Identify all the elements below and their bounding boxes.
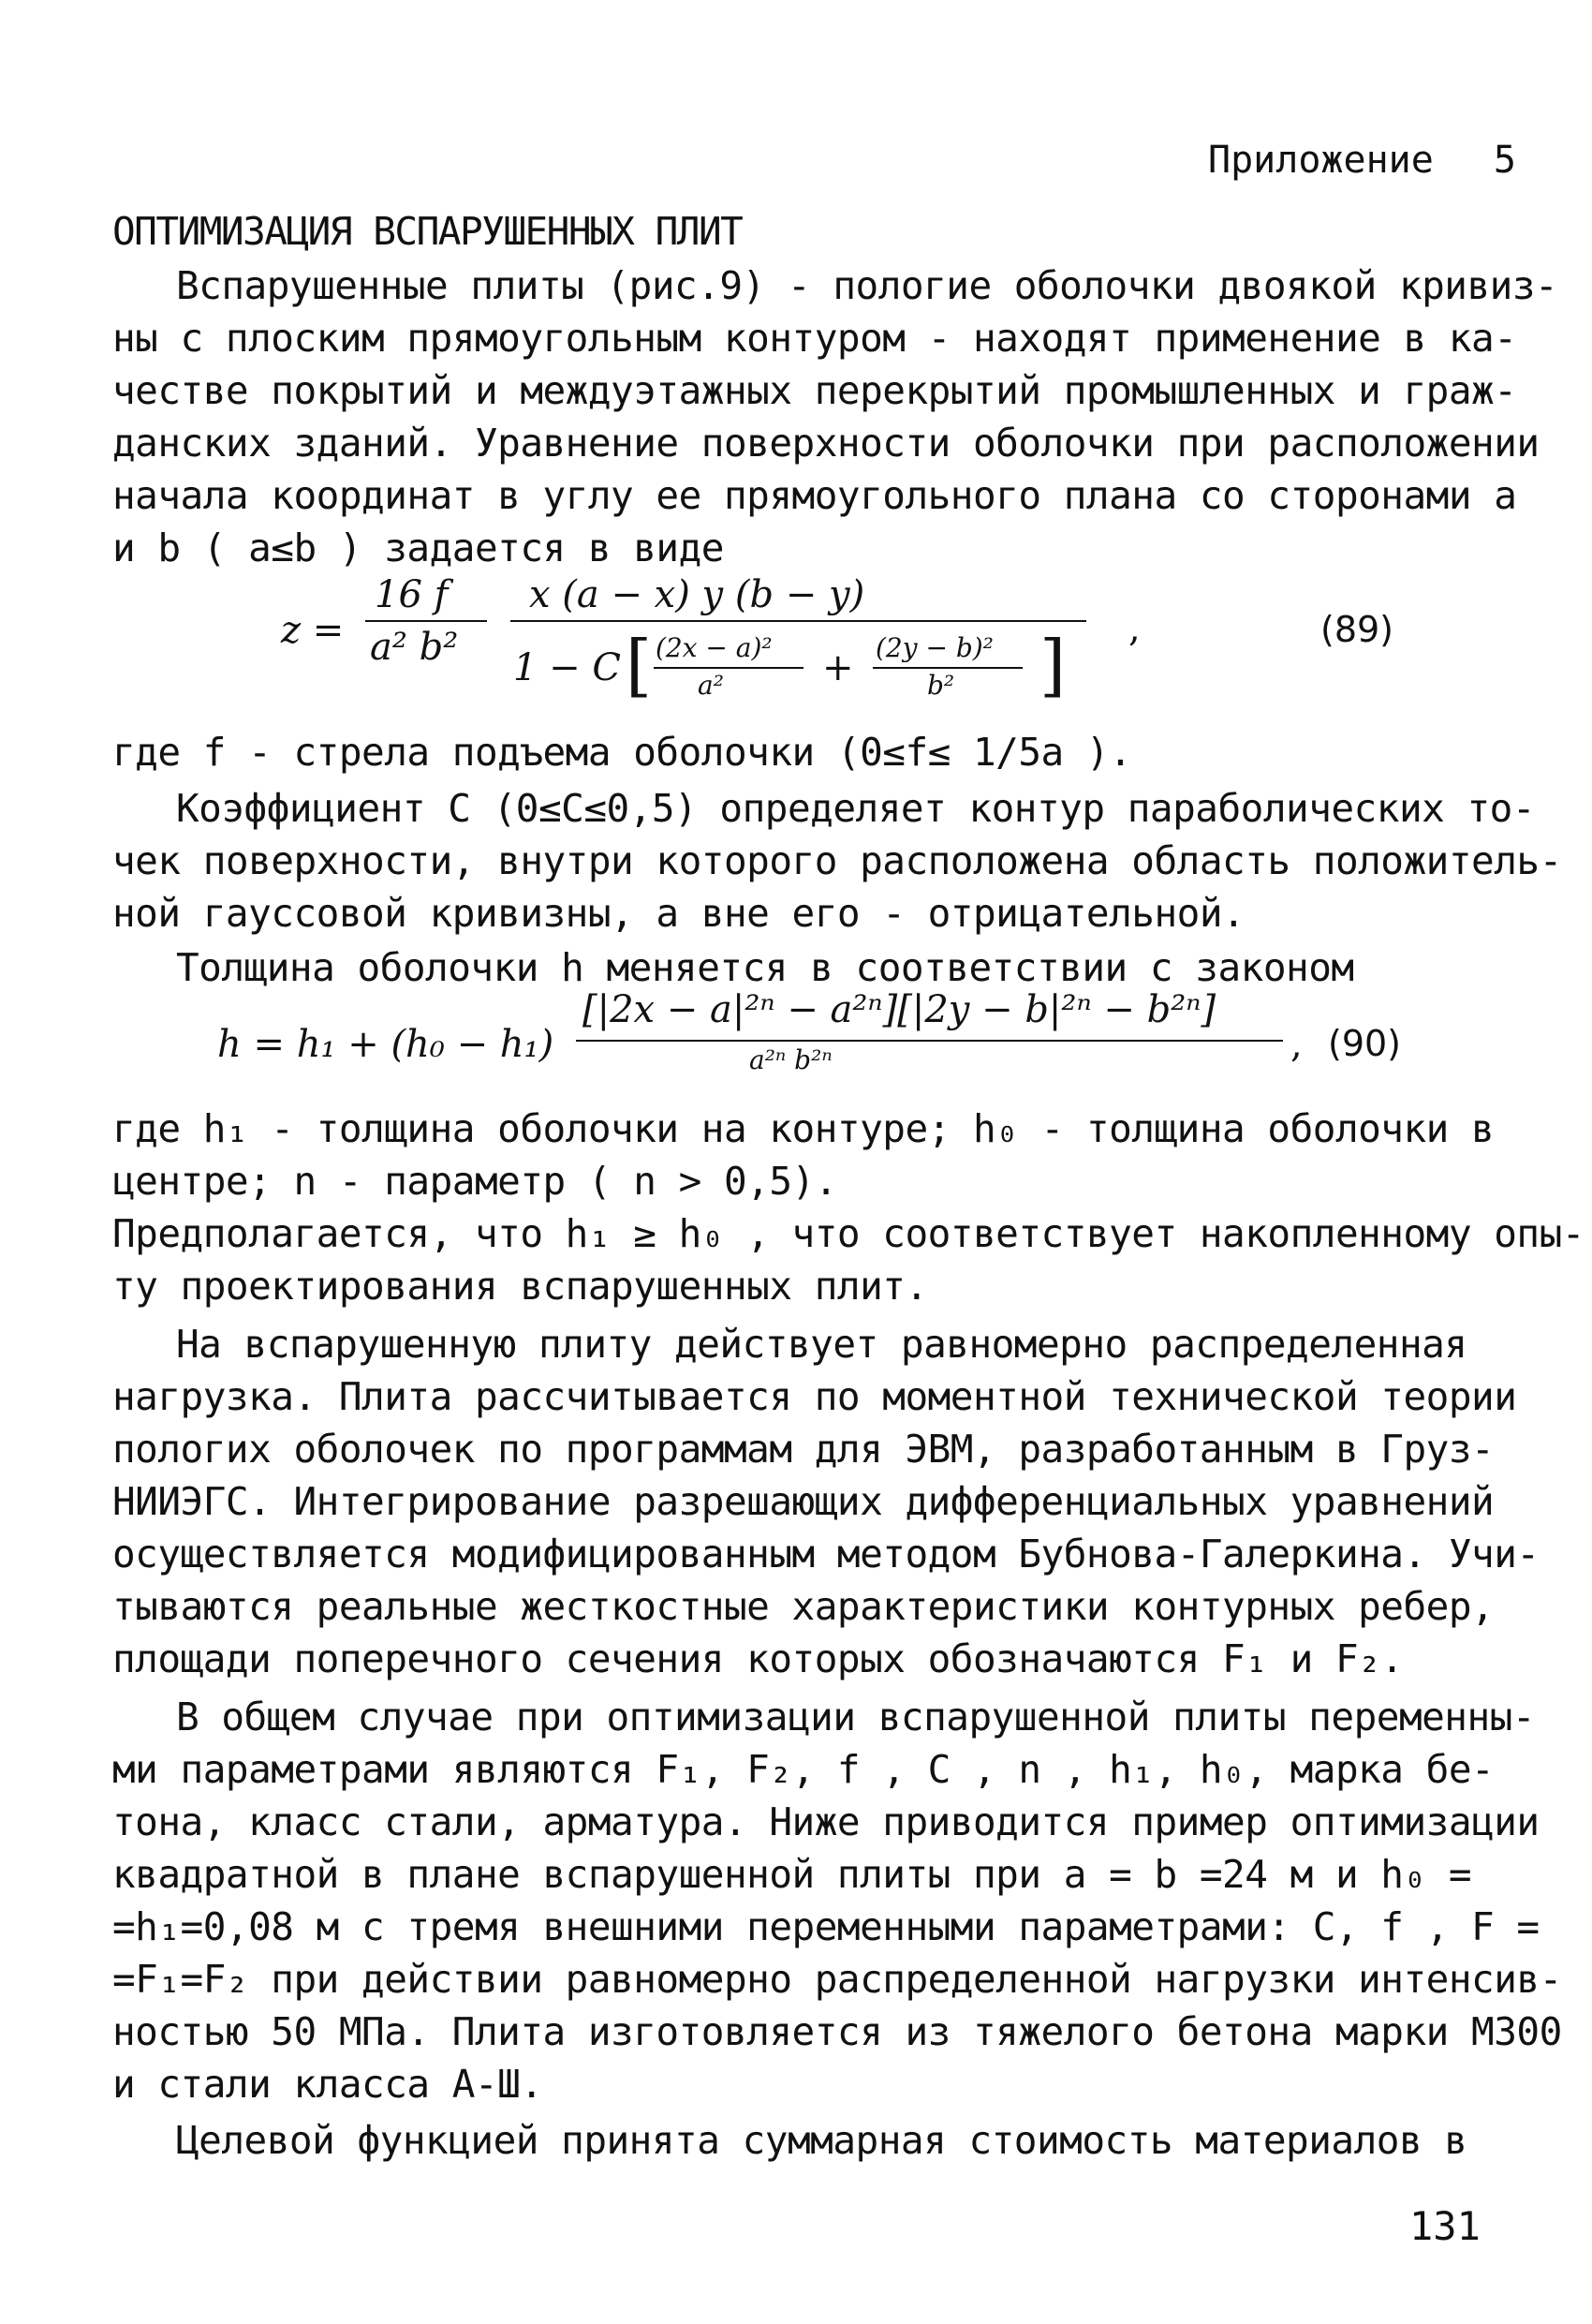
formula89-bracket-num2: (2y − b)² — [876, 632, 994, 663]
where-h-line-3: Предполагается, что h₁ ≥ h₀ , что соответствует накопленному опы- — [112, 1211, 1585, 1256]
paragraph4-line-3: пологих оболочек по программам для ЭВМ, разработанным в Груз- — [112, 1427, 1495, 1472]
paragraph5-line-3: тона, класс стали, арматура. Ниже приводится пример оптимизации — [112, 1799, 1540, 1844]
paragraph4-line-6: тываются реальные жесткостные характеристики контурных ребер, — [112, 1584, 1495, 1629]
formula90-number: (90) — [1328, 1023, 1402, 1064]
formula89-bracket-bar1 — [654, 667, 803, 669]
formula89-bracket-bar2 — [873, 667, 1023, 669]
paragraph5-line-6: =F₁=F₂ при действии равномерно распределенной нагрузки интенсив- — [112, 1957, 1562, 2002]
formula90-bar — [576, 1040, 1283, 1042]
paragraph1-line-1: Вспарушенные плиты (рис.9) - пологие оболочки двоякой кривиз- — [176, 263, 1558, 308]
paragraph1-line-5: начала координат в углу ее прямоугольного плана со сторонами a — [112, 473, 1517, 518]
formula89-bracket-left: [ — [626, 626, 653, 704]
page-number: 131 — [1409, 2203, 1481, 2249]
running-header — [1208, 139, 1516, 182]
paragraph4-line-1: На вспарушенную плиту действует равномерно распределенная — [176, 1322, 1467, 1367]
paragraph6-line-1: Целевой функцией принята суммарная стоимость материалов в — [176, 2118, 1467, 2163]
paragraph1-line-6: и b ( a≤b ) задается в виде — [112, 525, 724, 570]
formula89-lhs: z = — [281, 609, 345, 652]
formula89-coef-num: 16 f — [375, 573, 449, 616]
formula89-bracket-num1: (2x − a)² — [656, 632, 773, 663]
paragraph1-line-3: честве покрытий и междуэтажных перекрытий промышленных и граж- — [112, 368, 1517, 413]
paragraph4-line-7: площади поперечного сечения которых обозначаются F₁ и F₂. — [112, 1636, 1404, 1681]
paragraph3-intro: Толщина оболочки h меняется в соответствии с законом — [176, 945, 1354, 990]
where-f-line: где f - стрела подъема оболочки (0≤f≤ 1/5a ). — [112, 730, 1132, 775]
formula89-coef-bar — [365, 620, 487, 622]
header-label: Приложение — [1208, 139, 1434, 182]
where-h-line-4: ту проектирования вспарушенных плит. — [112, 1264, 928, 1309]
header-number: 5 — [1493, 139, 1517, 182]
paragraph4-line-4: НИИЭГС. Интегрирование разрешающих дифференциальных уравнений — [112, 1479, 1495, 1524]
formula89-comma: , — [1128, 607, 1141, 650]
paragraph5-line-7: ностью 50 МПа. Плита изготовляется из тяжелого бетона марки М300 — [112, 2009, 1562, 2054]
formula90-num: [|2x − a|²ⁿ − a²ⁿ][|2y − b|²ⁿ − b²ⁿ] — [582, 988, 1216, 1031]
formula89-main-num: x (a − x) y (b − y) — [529, 573, 865, 616]
paragraph1-line-2: ны с плоским прямоугольным контуром - находят применение в ка- — [112, 316, 1517, 361]
formula89-number: (89) — [1320, 609, 1394, 650]
formula89-coef-den: a² b² — [370, 626, 459, 669]
paragraph4-line-2: нагрузка. Плита рассчитывается по моментной технической теории — [112, 1374, 1517, 1419]
paragraph5-line-5: =h₁=0,08 м с тремя внешними переменными параметрами: C, f , F = — [112, 1904, 1540, 1949]
paragraph2-line-2: чек поверхности, внутри которого расположена область положитель- — [112, 838, 1562, 883]
formula89-bracket-right: ] — [1039, 626, 1067, 704]
paragraph5-line-2: ми параметрами являются F₁, F₂, f , C , n , h₁, h₀, марка бе- — [112, 1747, 1495, 1792]
formula89-plus: + — [822, 646, 854, 689]
formula90-lhs: h = h₁ + (h₀ − h₁) — [217, 1023, 554, 1066]
formula89-main-bar — [510, 620, 1086, 622]
paragraph5-line-8: и стали класса А-Ш. — [112, 2062, 543, 2107]
formula89-den-left: 1 − C — [513, 646, 621, 689]
where-h-line-2: центре; n - параметр ( n > 0,5). — [112, 1159, 837, 1204]
formula90-den: a²ⁿ b²ⁿ — [749, 1044, 833, 1075]
paragraph1-line-4: данских зданий. Уравнение поверхности оболочки при расположении — [112, 421, 1540, 466]
where-h-line-1: где h₁ - толщина оболочки на контуре; h₀ - толщина оболочки в — [112, 1106, 1495, 1151]
formula89-bracket-den2: b² — [927, 670, 955, 701]
paragraph4-line-5: осуществляется модифицированным методом Бубнова-Галеркина. Учи- — [112, 1532, 1540, 1576]
paragraph5-line-1: В общем случае при оптимизации вспарушенной плиты переменны- — [176, 1695, 1536, 1739]
formula90-comma: , — [1290, 1023, 1303, 1066]
formula89-bracket-den1: a² — [698, 670, 724, 701]
paragraph5-line-4: квадратной в плане вспарушенной плиты при a = b =24 м и h₀ = — [112, 1852, 1472, 1897]
section-title: ОПТИМИЗАЦИЯ ВСПАРУШЕННЫХ ПЛИТ — [112, 209, 743, 254]
paragraph2-line-3: ной гауссовой кривизны, а вне его - отрицательной. — [112, 891, 1246, 936]
paragraph2-line-1: Коэффициент С (0≤С≤0,5) определяет контур параболических то- — [176, 786, 1536, 831]
